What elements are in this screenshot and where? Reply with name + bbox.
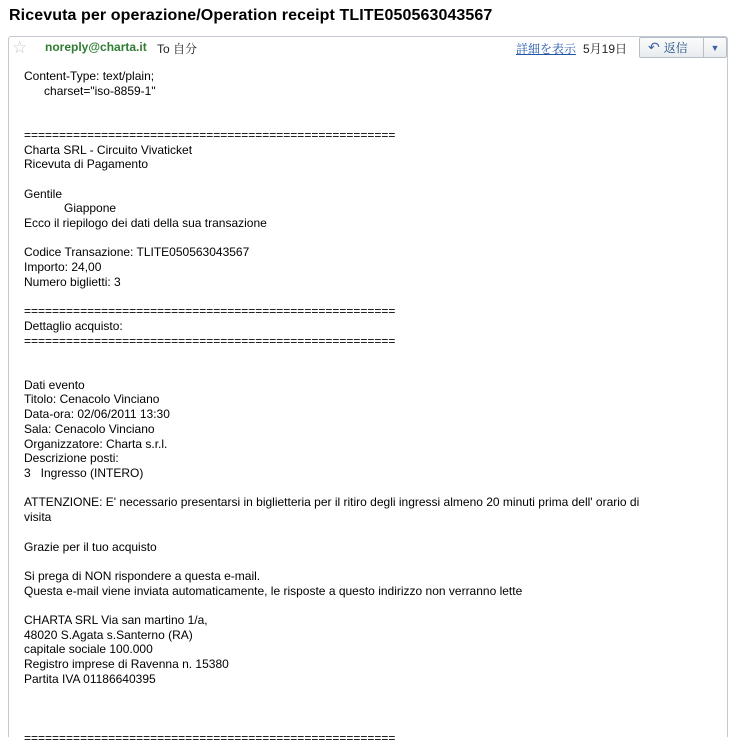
sender-name[interactable]: noreply@charta.it	[45, 40, 147, 54]
message-date: 5月19日	[583, 42, 628, 56]
star-icon[interactable]: ☆	[12, 38, 28, 57]
chevron-down-icon: ▼	[710, 42, 720, 53]
reply-button[interactable]	[639, 37, 703, 58]
recipient-text: To 自分	[157, 42, 198, 56]
email-subject: Ricevuta per operazione/Operation receipt TLITE050563043567	[9, 7, 493, 24]
more-options-button[interactable]	[703, 37, 727, 58]
message-card	[8, 36, 728, 745]
reply-label: 返信	[663, 41, 688, 55]
message-body: Content-Type: text/plain; charset="iso-8859-1" ===================================================== Charta SRL - Circuito Vivaticket Ricevuta di Pagamento Gentile Giappone Ecco il riepilogo dei dati della sua transazione Codice Transazione: TLITE050563043567 Importo: 24,00 Numero biglietti: 3 ===================================================== Dettaglio acquisto: ===================================================== Dati evento Titolo: Cenacolo Vinciano Data-ora: 02/06/2011 13:30 Sala: Cenacolo Vinciano Organizzatore: Charta s.r.l. Descrizione posti: 3 Ingresso (INTERO) ATTENZIONE: E' necessario presentarsi in biglietteria per il ritiro degli ingressi almeno 20 minuti prima dell' orario di visita Grazie per il tuo acquisto Si prega di NON rispondere a questa e-mail. Questa e-mail viene inviata automaticamente, le risposte a questo indirizzo non verranno lette CHARTA SRL Via san martino 1/a, 48020 S.Agata s.Santerno (RA) capitale sociale 100.000 Registro imprese di Ravenna n. 15380 Partita IVA 01186640395 =====================================================	[24, 69, 640, 745]
reply-arrow-icon: ↶	[648, 39, 660, 55]
show-details-link[interactable]: 詳細を表示	[516, 42, 577, 56]
message-header	[9, 37, 727, 63]
